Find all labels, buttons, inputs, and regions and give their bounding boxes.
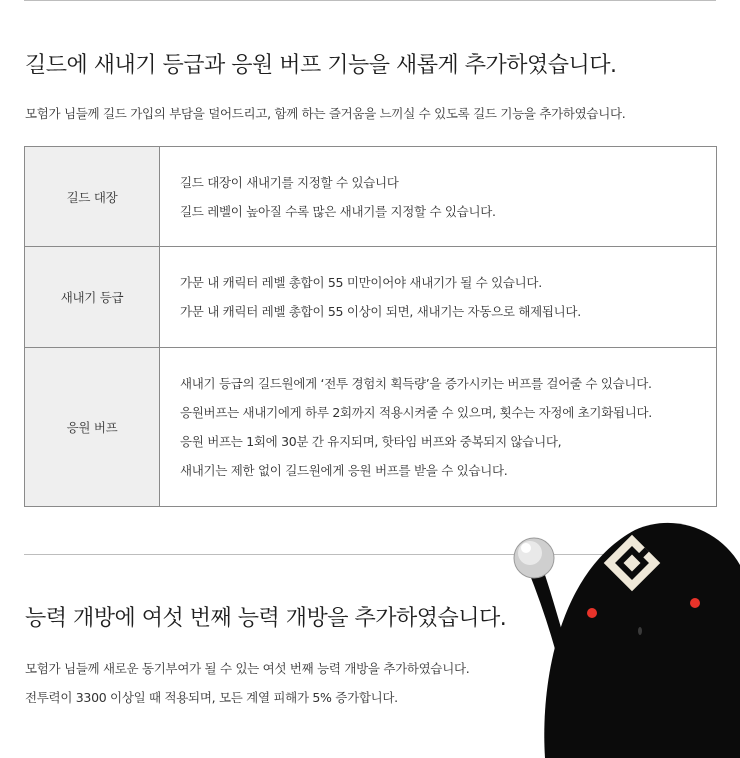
section-intro-guild: 모험가 님들께 길드 가입의 부담을 덜어드리고, 함께 하는 즐거움을 느끼실 수 있도록 길드 기능을 추가하였습니다. (25, 106, 626, 121)
top-divider (24, 0, 716, 1)
section-title-ability: 능력 개방에 여섯 번째 능력 개방을 추가하였습니다. (25, 606, 507, 631)
row-body-newbie-grade (160, 247, 717, 348)
mouth-icon (638, 627, 642, 635)
row-header-newbie-grade: 새내기 등급 (25, 247, 160, 348)
row-line: 길드 레벨이 높아질 수록 많은 새내기를 지정할 수 있습니다. (180, 203, 496, 219)
row-header-guild-leader: 길드 대장 (25, 147, 160, 247)
row-line: 가문 내 캐릭터 레벨 총합이 55 미만이어야 새내기가 될 수 있습니다. (180, 275, 542, 290)
row-header-cheer-buff: 응원 버프 (25, 348, 160, 507)
row-line: 길드 대장이 새내기를 지정할 수 있습니다 (180, 174, 399, 190)
right-eye-icon (690, 598, 700, 608)
row-body-guild-leader (160, 147, 717, 247)
mascot-character-illustration (500, 490, 740, 758)
row-line: 응원 버프는 1회에 30분 간 유지되며, 핫타임 버프와 중복되지 않습니다, (180, 434, 562, 449)
row-line: 응원버프는 새내기에게 하루 2회까지 적용시켜줄 수 있으며, 횟수는 자정에 초기화됩니다. (180, 405, 652, 420)
section-line: 전투력이 3300 이상일 때 적용되며, 모든 계열 피해가 5% 증가합니다. (25, 690, 398, 705)
table-row (25, 348, 717, 507)
row-body-cheer-buff (160, 348, 717, 507)
table-row (25, 147, 717, 247)
table-row (25, 247, 717, 348)
section-title-guild: 길드에 새내기 등급과 응원 버프 기능을 새롭게 추가하였습니다. (25, 53, 617, 78)
left-eye-icon (587, 608, 597, 618)
row-line: 새내기는 제한 없이 길드원에게 응원 버프를 받을 수 있습니다. (180, 463, 508, 478)
section-line: 모험가 님들께 새로운 동기부여가 될 수 있는 여섯 번째 능력 개방을 추가하였습니다. (25, 661, 470, 676)
row-line: 새내기 등급의 길드원에게 ‘전투 경험치 획득량’을 증가시키는 버프를 걸어줄 수 있습니다. (180, 376, 652, 391)
row-line: 가문 내 캐릭터 레벨 총합이 55 이상이 되면, 새내기는 자동으로 해제됩니다. (180, 304, 581, 319)
pearl-orb-icon (514, 538, 554, 578)
guild-feature-table (24, 146, 717, 507)
